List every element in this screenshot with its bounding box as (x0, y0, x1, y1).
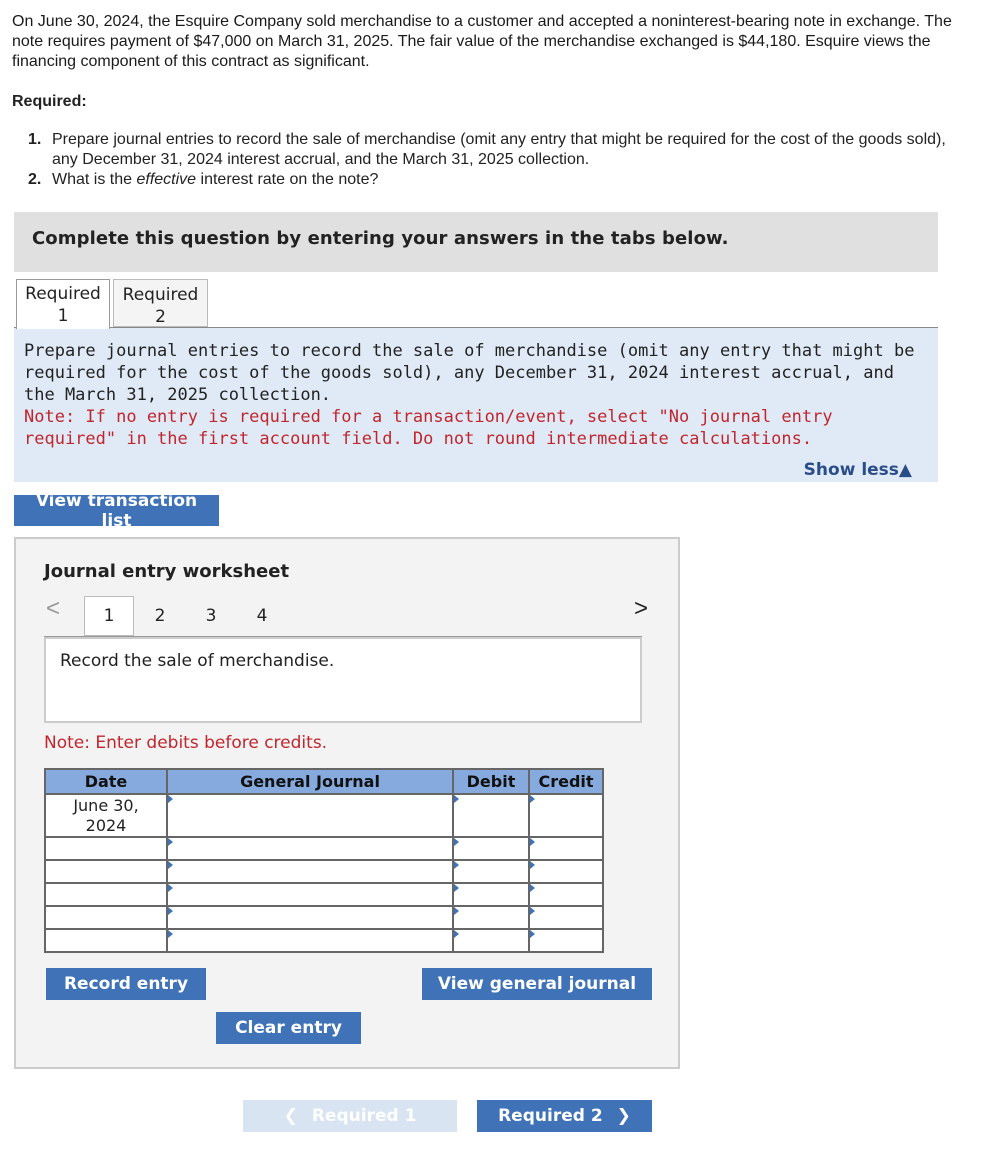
tab-required-1[interactable] (16, 279, 110, 329)
input-marker-icon (530, 907, 535, 915)
required-item-2 (28, 170, 958, 190)
debit-credit-note: Note: Enter debits before credits. (44, 733, 328, 753)
dropdown-marker-icon (168, 838, 173, 846)
next-required-label: Required 2 (498, 1106, 603, 1126)
header-credit: Credit (529, 769, 603, 794)
instructions-banner (14, 212, 938, 272)
dropdown-marker-icon (168, 795, 173, 803)
worksheet-page-3[interactable]: 3 (205, 606, 217, 626)
input-marker-icon (530, 838, 535, 846)
account-field[interactable] (167, 837, 453, 860)
journal-table (44, 768, 604, 953)
debit-field[interactable] (453, 837, 529, 860)
required-item-1 (28, 130, 958, 170)
tab-content-panel (14, 328, 938, 482)
problem-intro (12, 12, 952, 72)
table-row (45, 929, 603, 952)
tab-required-2[interactable] (113, 279, 208, 327)
intro-text: On June 30, 2024, the Esquire Company sold merchandise to a customer and accepted a noninterest-bearing note in exchange. The note requires payment of $47,000 on March 31, 2025. The fair value of the merchandise exchanged is $44,180. Esquire views the financing component of this contract as significant. (12, 13, 952, 70)
next-required-button[interactable] (477, 1100, 652, 1132)
input-marker-icon (454, 907, 459, 915)
required-item-text: Prepare journal entries to record the sale of merchandise (omit any entry that might be required for the cost of the goods sold), any December 31, 2024 interest accrual, and the March 31, 2025 collection. (52, 131, 946, 168)
header-date: Date (45, 769, 167, 794)
header-debit: Debit (453, 769, 529, 794)
banner-text: Complete this question by entering your answers in the tabs below. (32, 228, 729, 249)
input-marker-icon (530, 861, 535, 869)
worksheet-title: Journal entry worksheet (44, 561, 290, 582)
worksheet-prev-arrow[interactable]: < (46, 595, 61, 622)
debit-field[interactable] (453, 860, 529, 883)
credit-field[interactable] (529, 906, 603, 929)
dropdown-marker-icon (168, 861, 173, 869)
input-marker-icon (454, 838, 459, 846)
date-line1: June 30, (73, 796, 139, 815)
input-marker-icon (530, 930, 535, 938)
worksheet-page-2[interactable]: 2 (154, 606, 166, 626)
dropdown-marker-icon (168, 930, 173, 938)
show-less-link[interactable]: Show less▲ (803, 460, 912, 480)
date-cell (45, 883, 167, 906)
input-marker-icon (454, 930, 459, 938)
input-marker-icon (454, 795, 459, 803)
record-entry-button[interactable]: Record entry (46, 968, 206, 1000)
table-row (45, 794, 603, 837)
journal-entry-worksheet (14, 537, 680, 1069)
panel-instructions: Prepare journal entries to record the sale of merchandise (omit any entry that might be required for the cost of the goods sold), any December 31, 2024 interest accrual, and the March 31, 2025 collection. (24, 341, 915, 405)
debit-field[interactable] (453, 929, 529, 952)
date-cell (45, 906, 167, 929)
prev-required-button[interactable] (243, 1100, 457, 1132)
required-item-text-after: interest rate on the note? (196, 171, 379, 188)
debit-field[interactable] (453, 794, 529, 837)
credit-field[interactable] (529, 794, 603, 837)
input-marker-icon (454, 884, 459, 892)
date-cell (45, 860, 167, 883)
credit-field[interactable] (529, 837, 603, 860)
credit-field[interactable] (529, 860, 603, 883)
table-row (45, 883, 603, 906)
table-row (45, 837, 603, 860)
table-row (45, 860, 603, 883)
worksheet-next-arrow[interactable]: > (634, 595, 649, 622)
view-transaction-list-button[interactable]: View transaction list (14, 495, 219, 526)
required-item-number: 1. (28, 131, 42, 148)
credit-field[interactable] (529, 883, 603, 906)
prev-required-label: Required 1 (311, 1106, 417, 1126)
input-marker-icon (454, 861, 459, 869)
chevron-left-icon: ❮ (283, 1106, 298, 1126)
date-line2: 2024 (85, 816, 127, 835)
worksheet-instruction: Record the sale of merchandise. (60, 651, 335, 671)
account-field[interactable] (167, 794, 453, 837)
worksheet-instruction-box (44, 637, 642, 723)
date-cell (45, 929, 167, 952)
account-field[interactable] (167, 906, 453, 929)
input-marker-icon (530, 795, 535, 803)
chevron-right-icon: ❯ (616, 1106, 631, 1126)
table-row (45, 906, 603, 929)
credit-field[interactable] (529, 929, 603, 952)
required-heading: Required: (12, 93, 87, 110)
dropdown-marker-icon (168, 907, 173, 915)
debit-field[interactable] (453, 883, 529, 906)
tab-label-line2: 2 (155, 307, 166, 327)
tab-label-line1: Required (25, 284, 101, 304)
panel-note: Note: If no entry is required for a transaction/event, select "No journal entry required" in the first account field. Do not round intermediate calculations. (24, 407, 833, 449)
required-list (28, 130, 958, 190)
date-cell (45, 837, 167, 860)
debit-field[interactable] (453, 906, 529, 929)
account-field[interactable] (167, 883, 453, 906)
tab-label-line2: 1 (57, 306, 69, 326)
worksheet-page-1[interactable]: 1 (84, 596, 134, 636)
required-item-number: 2. (28, 171, 42, 188)
date-cell (45, 794, 167, 837)
header-general-journal: General Journal (167, 769, 453, 794)
worksheet-page-4[interactable]: 4 (256, 606, 268, 626)
account-field[interactable] (167, 929, 453, 952)
required-item-text-emphasis: effective (136, 171, 197, 188)
input-marker-icon (530, 884, 535, 892)
clear-entry-button[interactable]: Clear entry (216, 1012, 361, 1044)
tab-label-line1: Required (122, 285, 199, 305)
view-general-journal-button[interactable]: View general journal (422, 968, 652, 1000)
account-field[interactable] (167, 860, 453, 883)
required-item-text-before: What is the (52, 171, 137, 188)
dropdown-marker-icon (168, 884, 173, 892)
